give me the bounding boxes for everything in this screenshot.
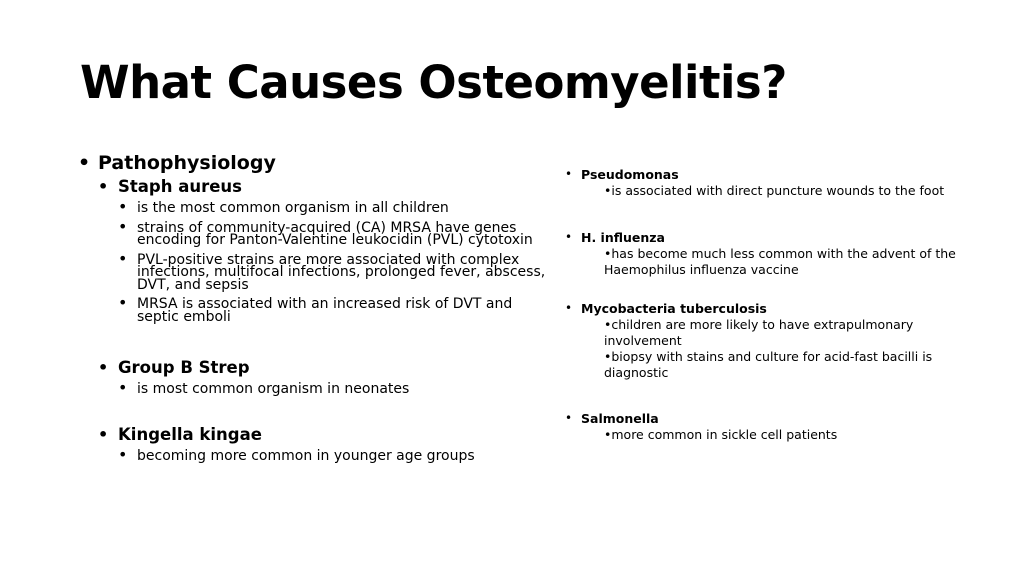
group-staph-aureus bbox=[98, 176, 548, 323]
bullet-icon: • bbox=[118, 216, 128, 236]
organism-h-influenza bbox=[565, 229, 985, 278]
bullet-icon: • bbox=[565, 301, 573, 315]
right-column bbox=[565, 166, 985, 443]
organism-salmonella bbox=[565, 410, 985, 443]
list-item: • is most common organism in neonates bbox=[118, 378, 410, 397]
organism-detail: •biopsy with stains and culture for acid-fast bacilli is diagnostic bbox=[604, 349, 933, 380]
bullet-icon: • bbox=[118, 444, 128, 464]
left-column bbox=[78, 150, 548, 467]
organism-heading: Pseudomonas bbox=[581, 167, 679, 182]
bullet-icon: • bbox=[565, 411, 573, 425]
organism-heading: Mycobacteria tuberculosis bbox=[581, 301, 767, 316]
group-group-b-strep bbox=[98, 357, 548, 396]
list-item: • MRSA is associated with an increased risk of DVT and septic emboli bbox=[118, 293, 513, 325]
organism-mycobacteria-tuberculosis bbox=[565, 300, 985, 381]
organism-pseudomonas bbox=[565, 166, 985, 199]
group-heading: Staph aureus bbox=[118, 177, 242, 196]
group-heading: Group B Strep bbox=[118, 358, 250, 377]
group-heading: Kingella kingae bbox=[118, 424, 262, 444]
organism-detail: •has become much less common with the advent of the Haemophilus influenza vaccine bbox=[604, 246, 956, 277]
slide-title: What Causes Osteomyelitis? bbox=[80, 56, 787, 109]
organism-detail: •is associated with direct puncture wounds to the foot bbox=[604, 183, 945, 198]
section-heading: Pathophysiology bbox=[98, 152, 276, 174]
list-item: • is the most common organism in all children bbox=[118, 197, 449, 216]
bullet-icon: • bbox=[98, 177, 109, 196]
bullet-icon: • bbox=[118, 293, 128, 312]
list-item: • becoming more common in younger age groups bbox=[118, 444, 475, 464]
bullet-icon: • bbox=[118, 197, 128, 216]
organism-heading: Salmonella bbox=[581, 411, 659, 426]
bullet-icon: • bbox=[118, 378, 128, 397]
bullet-icon: • bbox=[565, 230, 573, 244]
organism-heading: H. influenza bbox=[581, 230, 665, 245]
bullet-icon: • bbox=[98, 358, 109, 377]
list-item: • PVL-positive strains are more associated with complex infections, multifocal infections, prolonged fever, abscess, DVT, and sepsis bbox=[118, 248, 546, 293]
list-item-pathophysiology bbox=[78, 150, 548, 462]
bullet-icon: • bbox=[78, 152, 91, 174]
group-kingella-kingae bbox=[98, 424, 548, 463]
bullet-icon: • bbox=[565, 167, 573, 181]
organism-detail: •more common in sickle cell patients bbox=[604, 427, 838, 442]
bullet-icon: • bbox=[118, 248, 128, 268]
organism-detail: •children are more likely to have extrapulmonary involvement bbox=[604, 317, 914, 348]
bullet-icon: • bbox=[98, 424, 109, 444]
list-item: • strains of community-acquired (CA) MRSA have genes encoding for Panton-Valentine leukocidin (PVL) cytotoxin bbox=[118, 216, 533, 248]
